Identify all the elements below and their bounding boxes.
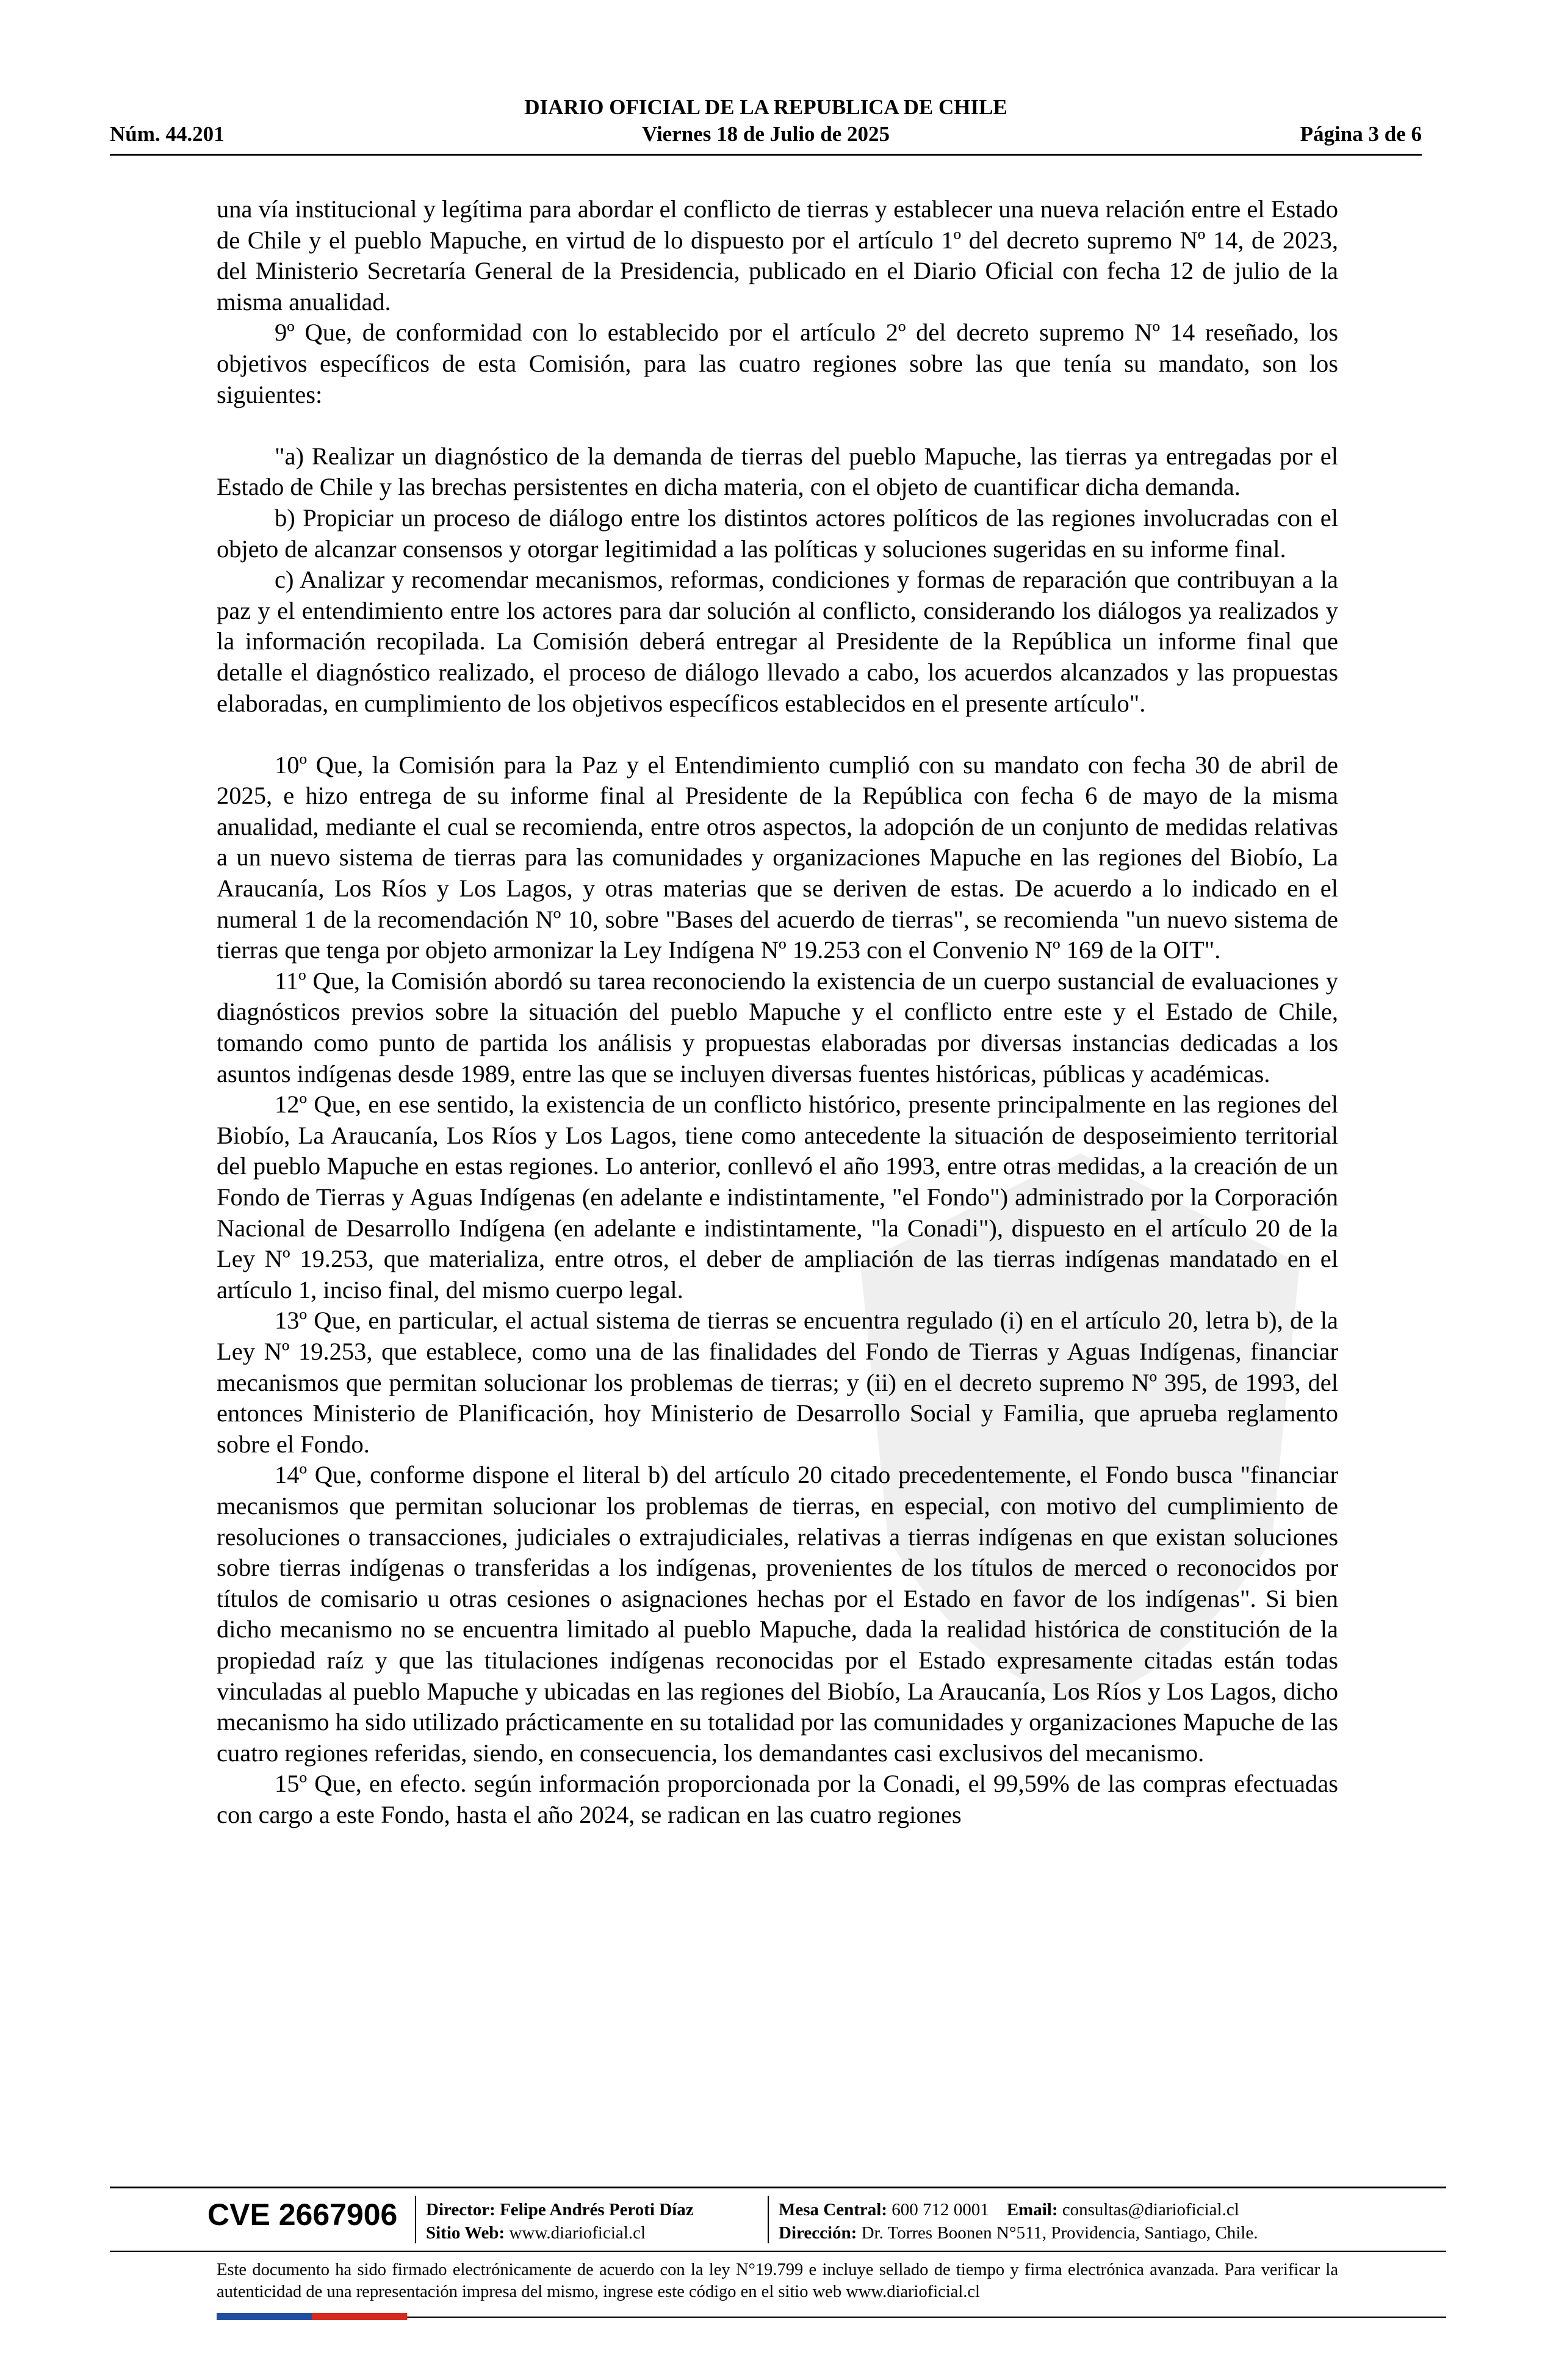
footer-contact-block: [779, 2198, 1258, 2245]
paragraph-11: 11º Que, la Comisión abordó su tarea reconociendo la existencia de un cuerpo sustancial de evaluaciones y diagnósticos previos sobre la situación del pueblo Mapuche y el conflicto entre este y el Estado de Chile, tomando como punto de partida los análisis y propuestas elaboradas por diversas instancias dedicadas a los asuntos indígenas desde 1989, entre las que se incluyen diversas fuentes históricas, públicas y académicas.: [217, 967, 1338, 1087]
paragraph-10: 10º Que, la Comisión para la Paz y el Entendimiento cumplió con su mandato con fecha 30 de abril de 2025, e hizo entrega de su informe final al Presidente de la República con fecha 6 de mayo de la misma anualidad, mediante el cual se recomienda, entre otros aspectos, la adopción de un conjunto de medidas relativas a un nuevo sistema de tierras para las comunidades y organizaciones Mapuche en las regiones del Biobío, La Araucanía, Los Ríos y Los Lagos, y otras materias que se deriven de estas. De acuerdo a lo indicado en el numeral 1 de la recomendación Nº 10, sobre "Bases del acuerdo de tierras", se recomienda "un nuevo sistema de tierras que tenga por objeto armonizar la Ley Indígena Nº 19.253 con el Convenio Nº 169 de la OIT".: [217, 751, 1338, 964]
director-label: Director:: [426, 2200, 495, 2220]
mesa-phone: 600 712 0001: [891, 2200, 989, 2220]
director-name: Felipe Andrés Peroti Díaz: [500, 2200, 694, 2220]
footer-divider-lower: [110, 2251, 1446, 2252]
quoted-item-c: c) Analizar y recomendar mecanismos, reformas, condiciones y formas de reparación que contribuyan a la paz y el entendimiento entre los actores para dar solución al conflicto, considerando los diálogos ya realizados y la información recopilada. La Comisión deberá entregar al Presidente de la República un informe final que detalle el diagnóstico realizado, el proceso de diálogo llevado a cabo, los acuerdos alcanzados y las propuestas elaboradas, en cumplimiento de los objetivos específicos establecidos en el presente artículo".: [217, 566, 1338, 717]
newspaper-title: DIARIO OFICIAL DE LA REPUBLICA DE CHILE: [524, 95, 1007, 119]
footer-bottom-line: [407, 2317, 1446, 2318]
page-header: [110, 92, 1422, 159]
document-body: [217, 194, 1338, 1830]
address-value: Dr. Torres Boonen N°511, Providencia, Santiago, Chile.: [861, 2223, 1258, 2243]
site-label: Sitio Web:: [426, 2223, 505, 2243]
legal-notice: Este documento ha sido firmado electrónicamente de acuerdo con la ley N°19.799 e incluye sellado de tiempo y firma electrónica avanzada. Para verificar la autenticidad de una representación impresa del mismo, ingrese este código en el sitio web www.diarioficial.cl: [217, 2260, 1338, 2301]
chile-flag-stripe: [217, 2313, 407, 2320]
paragraph-15: 15º Que, en efecto. según información proporcionada por la Conadi, el 99,59% de las compras efectuadas con cargo a este Fondo, hasta el año 2024, se radican en las cuatro regiones: [217, 1770, 1338, 1828]
paragraph-13: 13º Que, en particular, el actual sistema de tierras se encuentra regulado (i) en el artículo 20, letra b), de la Ley Nº 19.253, que establece, como una de las finalidades del Fondo de Tierras y Aguas Indígenas, financiar mecanismos que permitan solucionar los problemas de tierras; y (ii) en el decreto supremo Nº 395, de 1993, del entonces Ministerio de Planificación, hoy Ministerio de Desarrollo Social y Familia, que aprueba reglamento sobre el Fondo.: [217, 1307, 1338, 1458]
footer-director-block: [426, 2198, 694, 2245]
issue-number: Núm. 44.201: [110, 122, 225, 146]
footer-separator: [415, 2196, 416, 2243]
address-label: Dirección:: [779, 2223, 857, 2243]
paragraph-8-continued: una vía institucional y legítima para abordar el conflicto de tierras y establecer una nueva relación entre el Estado de Chile y el pueblo Mapuche, en virtud de lo dispuesto por el artículo 1º del decreto supremo Nº 14, de 2023, del Ministerio Secretaría General de la Presidencia, publicado en el Diario Oficial con fecha 12 de julio de la misma anualidad.: [217, 195, 1338, 316]
site-link[interactable]: www.diarioficial.cl: [509, 2223, 646, 2243]
cve-code: CVE 2667906: [207, 2198, 398, 2232]
footer-divider: [110, 2187, 1446, 2188]
mesa-label: Mesa Central:: [779, 2200, 887, 2220]
paragraph-14: 14º Que, conforme dispone el literal b) del artículo 20 citado precedentemente, el Fondo busca "financiar mecanismos que permitan solucionar los problemas de tierras, en especial, con motivo del cumplimiento de resoluciones o transacciones, judiciales o extrajudiciales, relativas a tierras indígenas en que existan soluciones sobre tierras indígenas o transferidas a los indígenas, provenientes de los títulos de merced o reconocidos por títulos de comisario u otras cesiones o asignaciones hechas por el Estado en favor de los indígenas". Si bien dicho mecanismo no se encuentra limitado al pueblo Mapuche, dada la realidad histórica de constitución de la propiedad raíz y que las titulaciones indígenas reconocidas por el Estado expresamente citadas están todas vinculadas al pueblo Mapuche y ubicadas en las regiones del Biobío, La Araucanía, Los Ríos y Los Lagos, dicho mecanismo ha sido utilizado prácticamente en su totalidad por las comunidades y organizaciones Mapuche de las cuatro regiones referidas, siendo, en consecuencia, los demandantes casi exclusivos del mecanismo.: [217, 1461, 1338, 1767]
quoted-item-b: b) Propiciar un proceso de diálogo entre los distintos actores políticos de las regiones involucradas con el objeto de alcanzar consensos y otorgar legitimidad a las políticas y soluciones sugeridas en su informe final.: [217, 503, 1338, 563]
paragraph-9: 9º Que, de conformidad con lo establecido por el artículo 2º del decreto supremo Nº 14 reseñado, los objetivos específicos de esta Comisión, para las cuatro regiones sobre las que tenía su mandato, son los siguientes:: [217, 319, 1338, 408]
footer-separator: [768, 2196, 769, 2243]
email-label: Email:: [1006, 2200, 1058, 2220]
header-divider: [110, 154, 1422, 156]
page-number: Página 3 de 6: [1300, 122, 1422, 146]
paragraph-12: 12º Que, en ese sentido, la existencia de un conflicto histórico, presente principalmente en las regiones del Biobío, La Araucanía, Los Ríos y Los Lagos, tiene como antecedente la situación de desposeimiento territorial del pueblo Mapuche en estas regiones. Lo anterior, conllevó el año 1993, entre otras medidas, a la creación de un Fondo de Tierras y Aguas Indígenas (en adelante e indistintamente, "el Fondo") administrado por la Corporación Nacional de Desarrollo Indígena (en adelante e indistintamente, "la Conadi"), dispuesto en el artículo 20 de la Ley Nº 19.253, que materializa, entre otros, el deber de ampliación de las tierras indígenas mandatado en el artículo 1, inciso final, del mismo cuerpo legal.: [217, 1091, 1338, 1304]
flag-red-segment: [312, 2313, 407, 2320]
email-link[interactable]: consultas@diarioficial.cl: [1062, 2200, 1239, 2220]
quoted-item-a: "a) Realizar un diagnóstico de la demanda de tierras del pueblo Mapuche, las tierras ya entregadas por el Estado de Chile y las brechas persistentes en dicha materia, con el objeto de cuantificar dicha demanda.: [217, 442, 1338, 501]
flag-blue-segment: [217, 2313, 312, 2320]
issue-date: Viernes 18 de Julio de 2025: [641, 122, 890, 146]
